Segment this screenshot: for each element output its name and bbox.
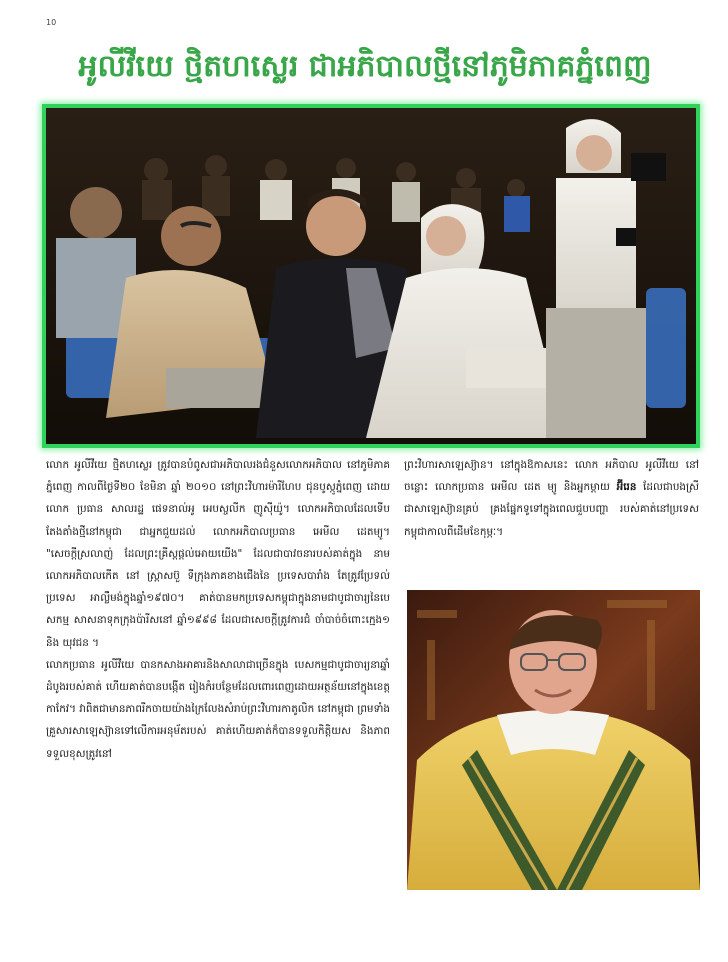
article-right-column xyxy=(404,454,699,543)
article-paragraph-3 xyxy=(404,454,699,543)
article-left-column xyxy=(46,454,390,765)
ceremony-photo-illustration xyxy=(46,108,696,444)
main-photo-ceremony xyxy=(42,104,700,448)
bishop-portrait-photo xyxy=(407,590,700,890)
bishop-portrait-illustration xyxy=(407,590,700,890)
article-paragraph-2: លោកប្រធាន អូលីវីយេ បានកសាងអាគារនិងសាលាជាច្រើនក្នុង បេសកម្មជាបូជាចារ្យនាឆ្នាំដំបូងរបស់គាត់ ហើយគាត់បានបង្កើត រៀងកំរបន្ថែមដែលពោរពេញដោយអត្ថន័យនៅក្នុងខេត្តកាកែវ។ វាពិតជាមានភាពរីកចាយយ៉ាងក្រៃលែងសំរាប់ព្រះវិហារកាតូលិក នៅកម្ពុជា ព្រមទាំង គ្រួសារសាឡេស្យ៊ានទៅលើការអនុម័តរបស់ គាត់ហើយគាត់ក៏បានទទួលកិត្តិយស និងភាពទទួលខុសត្រូវនៅ xyxy=(46,658,390,760)
article-paragraph-1: លោក អូលីវីយេ ថ្មិតហស្លេរ ត្រូវបានបំពូសជាអភិបាលរងជំនួសលោកអភិបាល នៅភូមិភាគ ភ្នំពេញ កាលពីថ្ងៃទី២០ ខែមិនា ឆ្នាំ ២០១០ នៅព្រះវិហារម៉ារីហែប ជុនបូស្កូភ្នំពេញ ដោយលោក ប្រធាន សាលរដ្ឋ ផេទនាល់អូ អេបស្ចលីក ញូស៊ីយ៉ូ។ លោកអភិបាលដែលទើបតែងតាំងថ្មីនៅកម្ពុជា ជាអ្នកជួយដល់ លោកអភិបាលប្រធាន អេមីល ដេតម្យូ។ "សេចក្តីស្រលាញ់ ដែលព្រះគ្រីស្តផ្តល់អោយយើង" ដែលជាបាវចនារបស់គាត់ក្នុង នាម លោកអភិបាលកើត នៅ ស្ត្រាសប៊ួ ទីក្រុងភាគខាងជើងនៃ ប្រទេសបារាំង តែត្រូវប្រែទល់ ប្រទេស អាល្លឺមង់ក្នុងឆ្នាំ១៩៧០។ គាត់បានមកប្រទេសកម្ពុជាក្នុងនាមជាបូជាចារ្យនៃបេសកម្ម សាសនាទុកក្រុងប៉ារីសនៅ ឆ្នាំ១៩៩៨ ដែលជាសេចក្តីត្រូវការជំ ចាំបាច់ចំពោះក្មេង១ និង យុវជន ។ xyxy=(46,459,390,649)
paragraph-3-end: ដែលជាបងស្រីជាសាឡេស្យ៊ានគ្រប់ គ្រងផ្នែកទូទៅក្នុងពេលជួបបញ្ហា របស់គាត់នៅប្រទេស កម្ពុជាកាលពីដើមខែកុម្ភៈ។ xyxy=(404,481,699,538)
highlighted-name: អ៊ីរេន xyxy=(616,481,637,494)
paragraph-3-start: ព្រះវិហារសាឡេស្យ៊ាន។ នៅក្នុងឱកាសនេះ លោក អភិបាល អូលីវីយេ នៅចន្លោះ លោកប្រធាន អេមីល ដេត ម្យូ និងអ្នកម្តាយ xyxy=(404,459,699,494)
page-number: 10 xyxy=(46,18,57,27)
article-headline: អូលីវីយេ ថ្មិតហស្លេរ ជាអភិបាលថ្មីនៅភូមិភាគភ្នំពេញ xyxy=(78,49,652,84)
